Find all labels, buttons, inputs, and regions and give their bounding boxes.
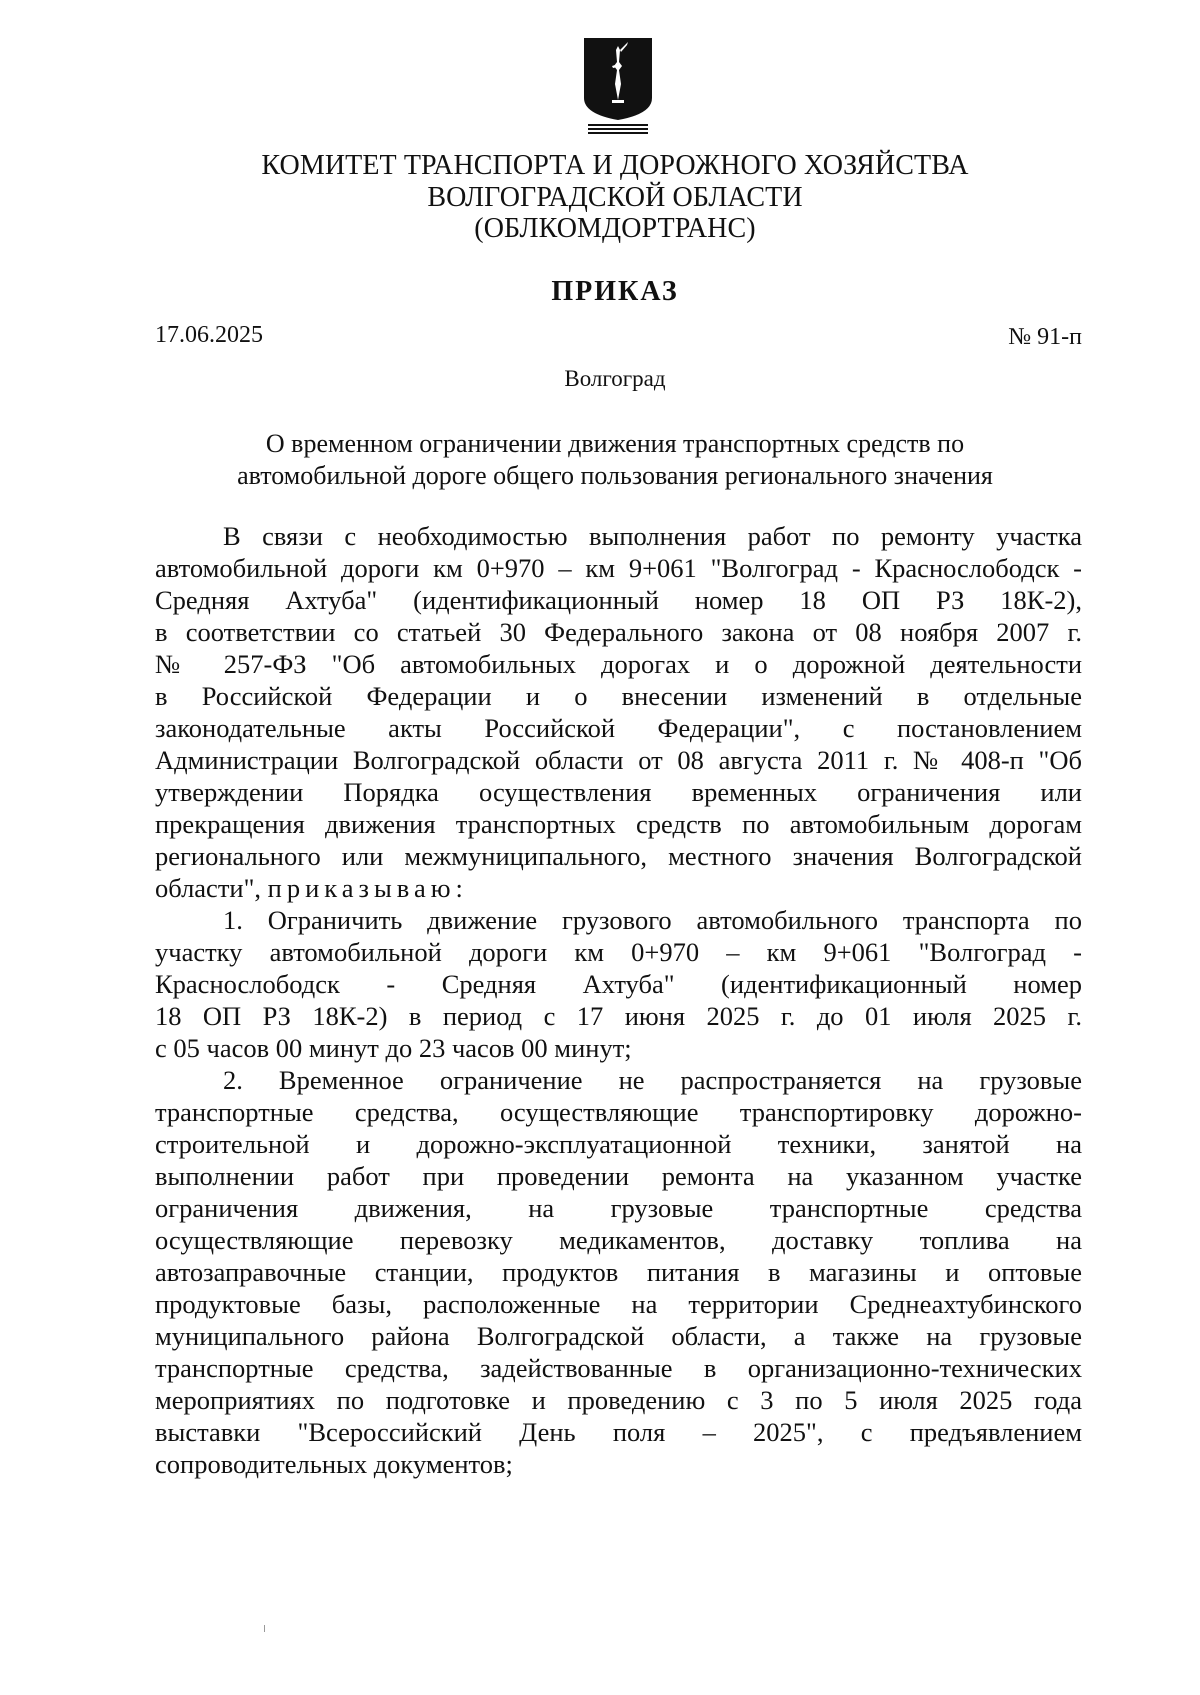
document-body [155, 520, 1082, 1480]
item-2-line: выставки "Всероссийский День поля – 2025", с предъявлением [155, 1417, 1082, 1447]
document-number: № 91-п [1008, 324, 1082, 350]
item-2-line: транспортные средства, осуществляющие транспортировку дорожно- [155, 1097, 1082, 1127]
body-line [155, 872, 1082, 904]
item-1-line: 18 ОП РЗ 18К-2) в период с 17 июня 2025 г. до 01 июля 2025 г. [155, 1001, 1082, 1031]
document-city: Волгоград [564, 366, 666, 391]
org-name-line-2: ВОЛГОГРАДСКОЙ ОБЛАСТИ [427, 182, 803, 213]
document-subject [150, 428, 1080, 492]
item-1-line: с 05 часов 00 минут до 23 часов 00 минут; [155, 1033, 632, 1063]
preamble-last-prefix: области", [155, 873, 268, 903]
item-2-line: муниципального района Волгоградской области, а также на грузовые [155, 1321, 1082, 1351]
item-2-line: автозаправочные станции, продуктов питания в магазины и оптовые [155, 1257, 1082, 1287]
item-2-line: осуществляющие перевозку медикаментов, доставку топлива на [155, 1225, 1082, 1255]
subject-line: автомобильной дороге общего пользования регионального значения [237, 461, 993, 490]
volgograd-coat-of-arms-icon [582, 36, 654, 136]
body-line: автомобильной дороги км 0+970 – км 9+061 "Волгоград - Краснослободск - [155, 553, 1082, 583]
item-2-line: мероприятиях по подготовке и проведению с 3 по 5 июля 2025 года [155, 1385, 1082, 1415]
body-line: в Российской Федерации и о внесении изменений в отдельные [155, 681, 1082, 711]
item-1-line: Краснослободск - Средняя Ахтуба" (идентификационный номер [155, 969, 1082, 999]
item-2-line: сопроводительных документов; [155, 1449, 513, 1479]
body-line: В связи с необходимостью выполнения работ по ремонту участка [223, 521, 1082, 551]
body-line: утверждении Порядка осуществления временных ограничения или [155, 777, 1082, 807]
item-2-line: ограничения движения, на грузовые транспортные средства [155, 1193, 1082, 1223]
body-line: № 257-ФЗ "Об автомобильных дорогах и о дорожной деятельности [155, 649, 1082, 679]
item-2-line: 2. Временное ограничение не распространяется на грузовые [223, 1065, 1082, 1095]
document-date: 17.06.2025 [155, 322, 263, 348]
scan-mark [264, 1625, 265, 1632]
body-line: законодательные акты Российской Федерации", с постановлением [155, 713, 1082, 743]
order-word: приказываю: [267, 873, 468, 903]
body-line: регионального или межмуниципального, местного значения Волгоградской [155, 841, 1082, 871]
body-line: Администрации Волгоградской области от 08 августа 2011 г. № 408-п "Об [155, 745, 1082, 775]
document-type: ПРИКАЗ [551, 276, 679, 307]
body-line: прекращения движения транспортных средств по автомобильным дорогам [155, 809, 1082, 839]
item-2-line: выполнении работ при проведении ремонта на указанном участке [155, 1161, 1082, 1191]
body-line: в соответствии со статьей 30 Федерального закона от 08 ноября 2007 г. [155, 617, 1082, 647]
item-2-line: транспортные средства, задействованные в организационно-технических [155, 1353, 1082, 1383]
subject-line: О временном ограничении движения транспортных средств по [265, 429, 965, 458]
item-1-line: 1. Ограничить движение грузового автомобильного транспорта по [223, 905, 1082, 935]
org-name-line-1: КОМИТЕТ ТРАНСПОРТА И ДОРОЖНОГО ХОЗЯЙСТВА [261, 150, 969, 181]
item-1-line: участку автомобильной дороги км 0+970 – км 9+061 "Волгоград - [155, 937, 1082, 967]
org-abbreviation: (ОБЛКОМДОРТРАНС) [474, 213, 756, 244]
body-line: Средняя Ахтуба" (идентификационный номер 18 ОП РЗ 18К-2), [155, 585, 1082, 615]
item-2-line: строительной и дорожно-эксплуатационной техники, занятой на [155, 1129, 1082, 1159]
item-2-line: продуктовые базы, расположенные на территории Среднеахтубинского [155, 1289, 1082, 1319]
